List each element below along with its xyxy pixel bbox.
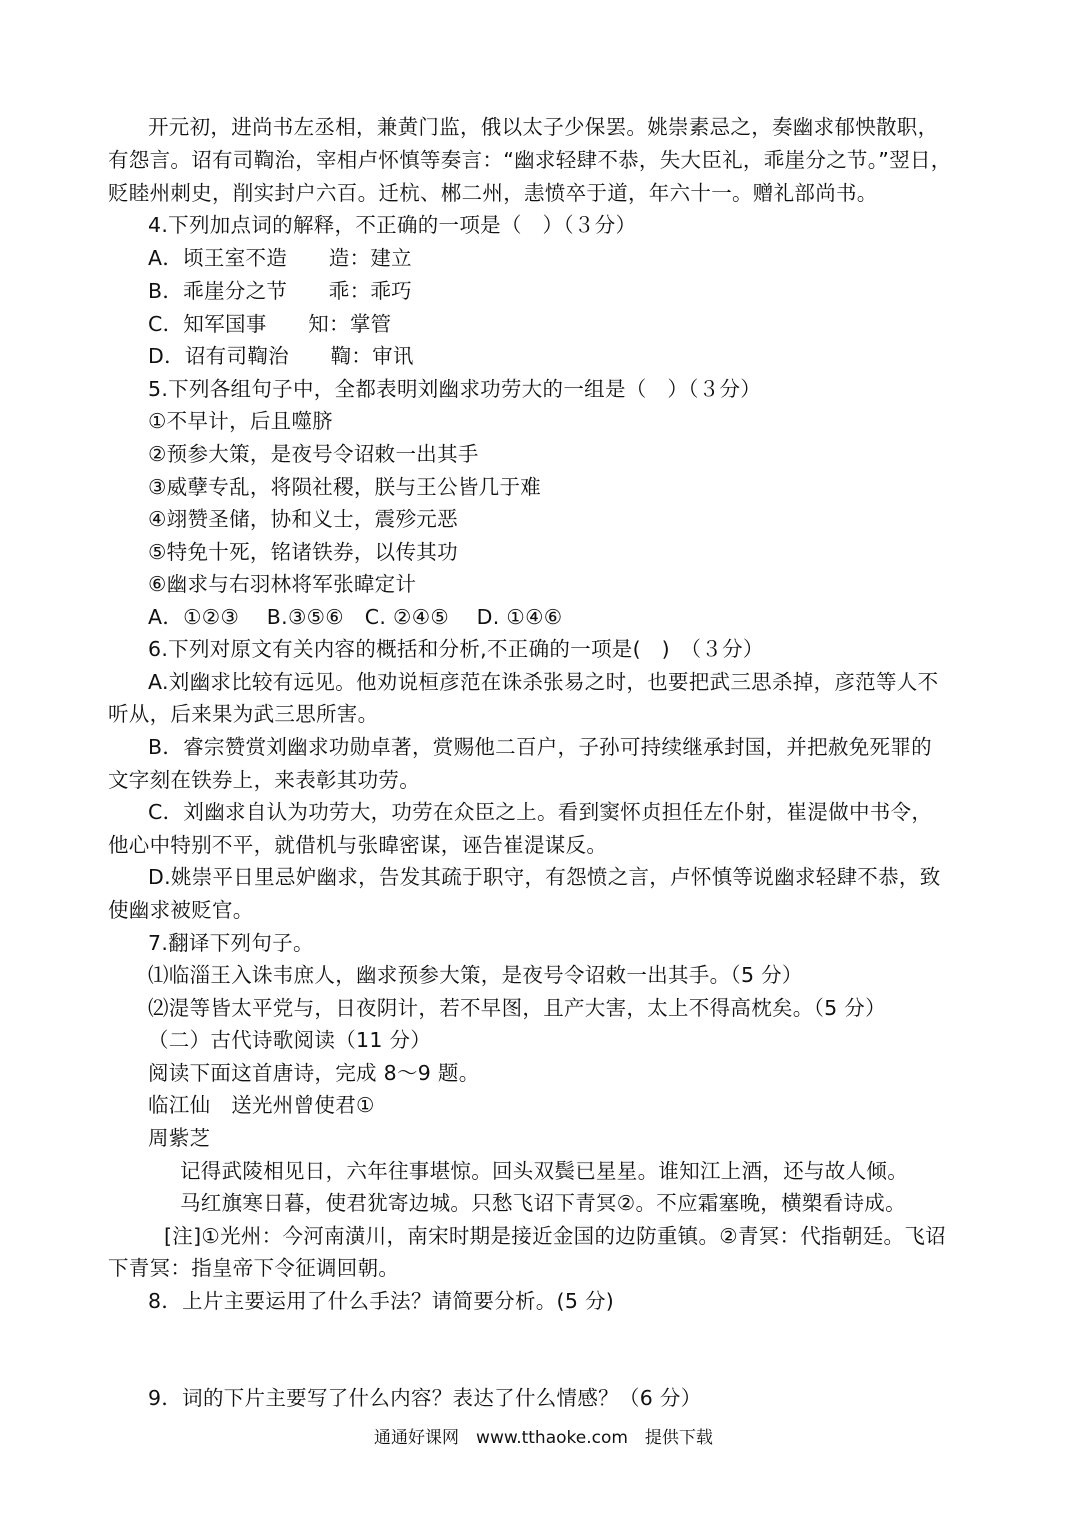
question-stem: 6.下列对原文有关内容的概括和分析,不正确的一项是( ) （３分）	[148, 637, 764, 661]
list-item: ⑥幽求与右羽林将军张暐定计	[148, 572, 417, 596]
section-title: （二）古代诗歌阅读（11 分）	[148, 1028, 432, 1052]
poem-author: 周紫芝	[148, 1126, 211, 1150]
option-b: B．睿宗赞赏刘幽求功勋卓著，赏赐他二百户，子孙可持续继承封国，并把赦免死罪的	[148, 735, 932, 759]
question-stem: 7.翻译下列句子。	[148, 931, 314, 955]
list-item: ①不早计，后且噬脐	[148, 409, 334, 433]
poem-title: 临江仙 送光州曾使君①	[148, 1093, 375, 1117]
translate-sentence-2: ⑵湜等皆太平党与，日夜阴计，若不早图，且产大害，太上不得高枕矣。（5 分）	[148, 996, 886, 1020]
poem-line: 马红旗寒日暮，使君犹寄边城。只愁飞诏下青冥②。不应霜塞晚，横槊看诗成。	[180, 1191, 906, 1215]
question-stem: 5.下列各组句子中，全都表明刘幽求功劳大的一组是（ ）（３分）	[148, 377, 762, 401]
question-options: A．①②③ B.③⑤⑥ C. ②④⑤ D. ①④⑥	[148, 605, 563, 629]
poem-note: [注]①光州：今河南潢川，南宋时期是接近金国的边防重镇。②青冥：代指朝廷。飞诏	[164, 1224, 946, 1248]
option-c-cont: 他心中特别不平，就借机与张暐密谋，诬告崔湜谋反。	[108, 833, 608, 857]
option-d-cont: 使幽求被贬官。	[108, 898, 254, 922]
option-a-cont: 听从，后来果为武三思所害。	[108, 702, 379, 726]
list-item: ②预参大策，是夜号令诏敕一出其手	[148, 442, 479, 466]
passage-line: 贬睦州刺史，削实封户六百。迁杭、郴二州，恚愤卒于道，年六十一。赠礼部尚书。	[108, 181, 878, 205]
section-intro: 阅读下面这首唐诗，完成 8～9 题。	[148, 1061, 480, 1085]
option-b-cont: 文字刻在铁券上，来表彰其功劳。	[108, 768, 420, 792]
footer-credit: 通通好课网 www.tthaoke.com 提供下载	[374, 1428, 713, 1448]
passage-line: 开元初，进尚书左丞相，兼黄门监，俄以太子少保罢。姚崇素忌之，奏幽求郁怏散职，	[148, 115, 939, 139]
question-8: 8．上片主要运用了什么手法？请简要分析。(5 分)	[148, 1289, 615, 1313]
passage-line: 有怨言。诏有司鞫治，宰相卢怀慎等奏言：“幽求轻肆不恭，失大臣礼，乖崖分之节。”翌日，	[108, 148, 952, 172]
translate-sentence-1: ⑴临淄王入诛韦庶人，幽求预参大策，是夜号令诏敕一出其手。（5 分）	[148, 963, 803, 987]
poem-note-cont: 下青冥：指皇帝下令征调回朝。	[108, 1256, 400, 1280]
question-9: 9．词的下片主要写了什么内容？表达了什么情感？（6 分）	[148, 1386, 702, 1410]
list-item: ⑤特免十死，铭诸铁券，以传其功	[148, 540, 458, 564]
list-item: ③威孽专乱，将陨社稷，朕与王公皆几于难	[148, 475, 542, 499]
option-d: D.姚崇平日里忌妒幽求，告发其疏于职守，有怨愤之言，卢怀慎等说幽求轻肆不恭，致	[148, 865, 941, 889]
option-c: C．知军国事 知：掌管	[148, 312, 392, 336]
option-a: A.刘幽求比较有远见。他劝说桓彦范在诛杀张易之时，也要把武三思杀掉，彦范等人不	[148, 670, 939, 694]
question-stem: 4.下列加点词的解释，不正确的一项是（ ）（３分）	[148, 213, 637, 237]
option-c: C．刘幽求自认为功劳大，功劳在众臣之上。看到窦怀贞担任左仆射，崔湜做中书令，	[148, 800, 933, 824]
option-a: A．顷王室不造 造：建立	[148, 246, 412, 270]
poem-line: 记得武陵相见日，六年往事堪惊。回头双鬓已星星。谁知江上酒，还与故人倾。	[180, 1159, 908, 1183]
option-b: B．乖崖分之节 乖：乖巧	[148, 279, 412, 303]
option-d: D．诏有司鞫治 鞫：审讯	[148, 344, 414, 368]
list-item: ④翊赞圣储，协和义士，震殄元恶	[148, 507, 458, 531]
